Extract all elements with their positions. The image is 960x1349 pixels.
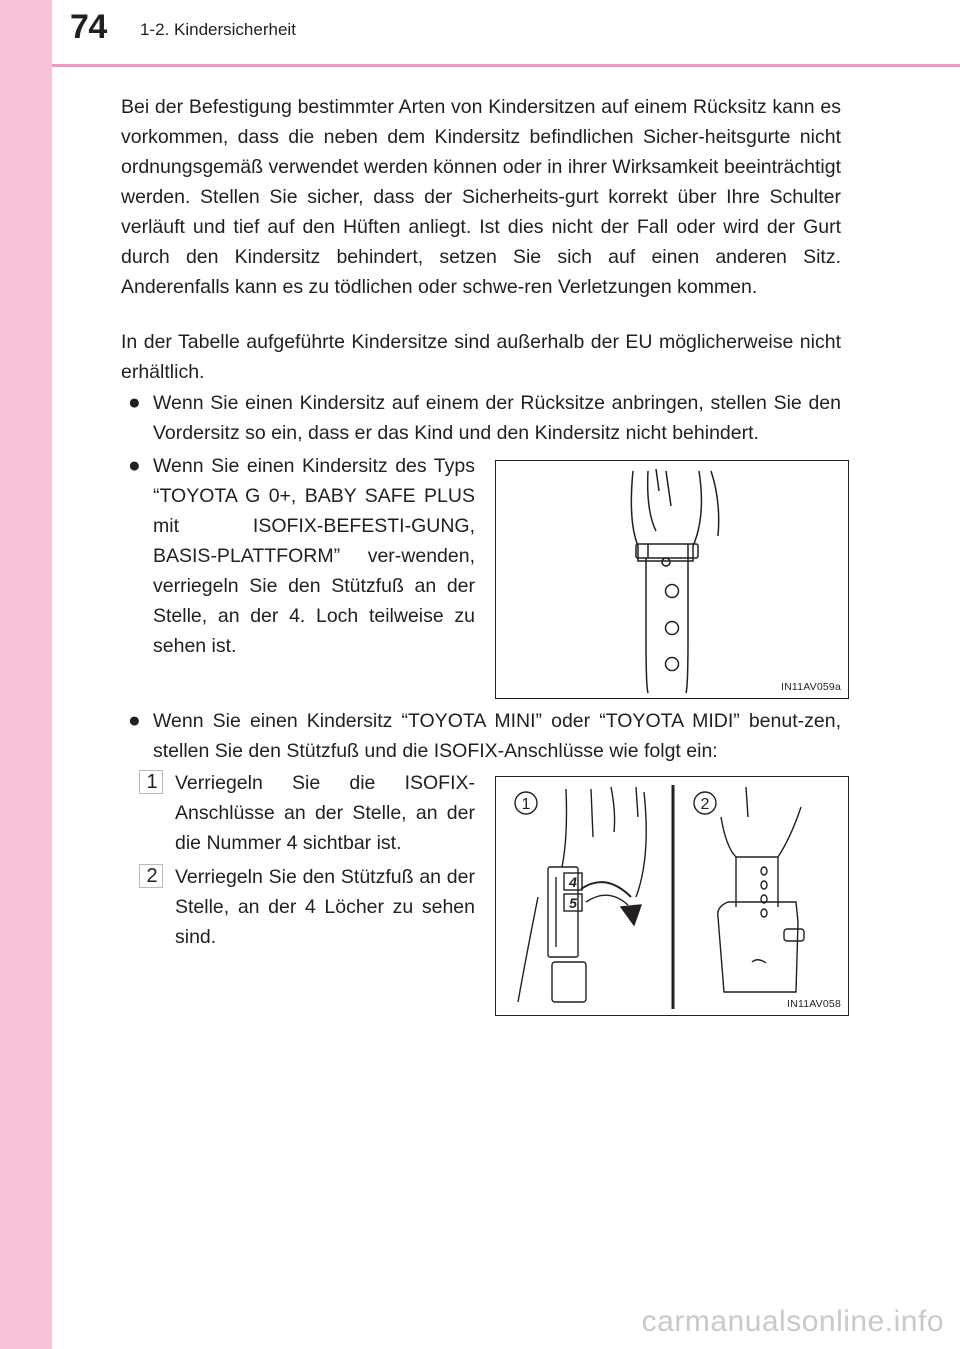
step-number: 2 [146,865,158,887]
step-support-leg-text: Verriegeln Sie den Stützfuß an der Stelle, an der 4 Löcher zu sehen sind. [175,866,475,948]
figure-isofix-and-leg [495,776,849,1016]
watermark: carmanualsonline.info [641,1305,944,1338]
figure-code: IN11AV059a [781,681,841,693]
bullet-toyota-mini-midi: Wenn Sie einen Kindersitz “TOYOTA MINI” oder “TOYOTA MIDI” benut-zen, stellen Sie den Stützfuß und die ISOFIX-Anschlüsse wie folgt ein: [153,710,841,762]
figure-code: IN11AV058 [787,998,841,1010]
isofix-mark-5: 5 [569,895,577,911]
availability-note: In der Tabelle aufgeführte Kindersitze sind außerhalb der EU möglicherweise nicht erhältlich. [121,331,841,383]
isofix-mark-4: 4 [569,874,577,890]
figure-label-1: 1 [521,796,531,813]
header-rule [52,64,960,67]
page-number: 74 [70,8,107,46]
bullet-front-seat: Wenn Sie einen Kindersitz auf einem der Rücksitze anbringen, stellen Sie den Vordersitz so ein, dass er das Kind und den Kindersitz nicht behindert. [153,392,841,444]
section-title: 1-2. Kindersicherheit [140,20,296,39]
bullet-icon: ● [128,391,141,414]
step-number: 1 [146,771,158,793]
support-leg-illustration [496,461,850,700]
bullet-icon: ● [128,454,141,477]
step-isofix-text: Verriegeln Sie die ISOFIX-Anschlüsse an der Stelle, an der die Nummer 4 sichtbar ist. [175,772,475,854]
bullet-icon: ● [128,709,141,732]
warning-paragraph: Bei der Befestigung bestimmter Arten von Kindersitzen auf einem Rücksitz kann es vorkommen, dass die neben dem Kindersitz befindlichen Sicher-heitsgurte nicht ordnungsgemäß verwendet werden können oder in ihrer Wirksamkeit beeinträchtigt werden. Stellen Sie sicher, dass der Sicherheits-gurt korrekt über Ihre Schulter verläuft und tief auf den Hüften anliegt. Ist dies nicht der Fall oder wird der Gurt durch den Kindersitz behindert, setzen Sie sich auf einen anderen Sitz. Anderenfalls kann es zu tödlichen oder schwe-ren Verletzungen kommen. [121,96,841,298]
bullet-baby-safe: Wenn Sie einen Kindersitz des Typs “TOYOTA G 0+, BABY SAFE PLUS mit ISOFIX-BEFESTI-GUNG, BASIS-PLATTFORM” ver-wenden, verriegeln Sie den Stützfuß an der Stelle, an der 4. Loch teilweise zu sehen ist. [153,455,475,657]
pink-sidebar [0,0,52,1349]
isofix-illustration [496,777,850,1017]
figure-label-2: 2 [700,796,710,813]
figure-support-leg [495,460,849,699]
